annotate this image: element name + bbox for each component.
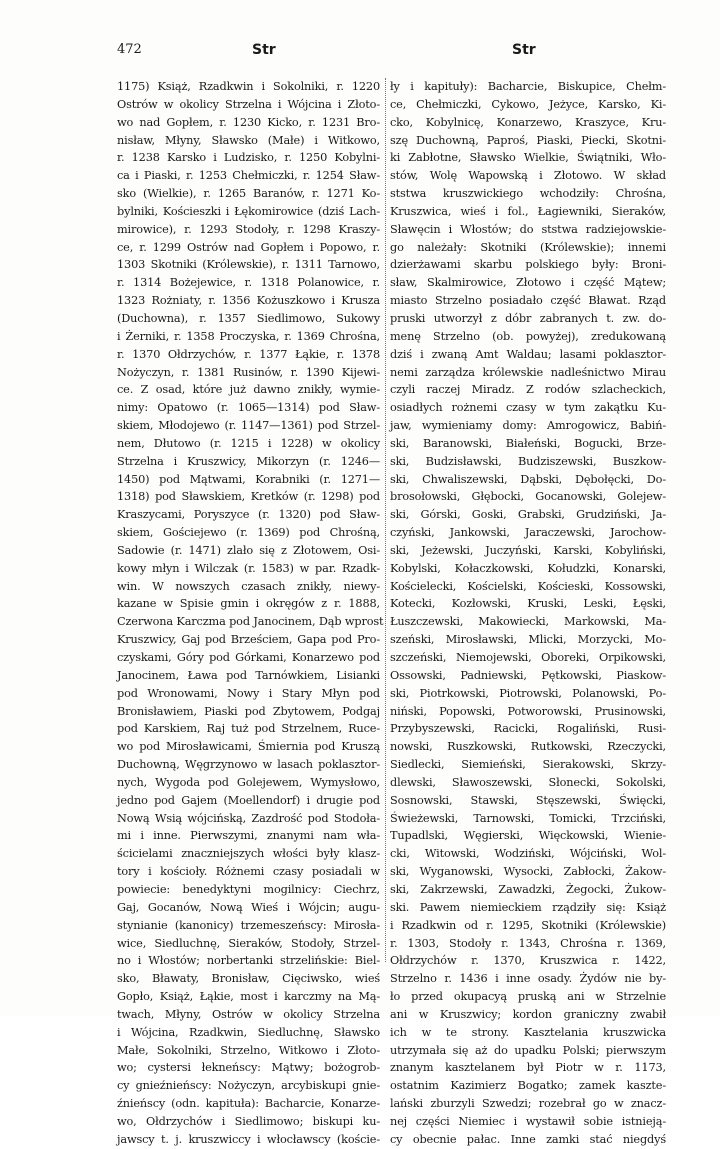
text-line: pruski utworzył z dóbr zabranych t. zw. do- [390, 311, 666, 325]
text-line: Sadowie (r. 1471) zlało się z Złotowem, Osi- [117, 543, 380, 557]
text-line: nem, Dłutowo (r. 1215 i 1228) w okolicy [117, 436, 380, 450]
text-line: Nożyczyn, r. 1381 Rusinów, r. 1390 Kijewi- [117, 365, 380, 379]
text-line: nemi zarządza królewskie nadleśnictwo Mirau [390, 365, 666, 379]
text-line: stynianie (kanonicy) trzemeszeńscy: Mirosła- [117, 918, 380, 932]
text-line: kowy młyn i Wilczak (r. 1583) w par. Rzadk- [117, 561, 380, 575]
text-line: stów, Wolę Wapowską i Złotowo. W skład [390, 169, 666, 183]
text-line: czyński, Jankowski, Jaraczewski, Jarochow- [390, 526, 666, 540]
text-line: utrzymała się aż do upadku Polski; pierwszym [390, 1043, 666, 1057]
text-line: ce, Chełmiczki, Cykowo, Jeżyce, Karsko, Ki- [390, 97, 666, 111]
text-line: i Żerniki, r. 1358 Proczyska, r. 1369 Chrośna, [117, 329, 380, 343]
text-line: ca i Piaski, r. 1253 Chełmiczki, r. 1254 Sław- [117, 169, 380, 183]
text-line: menę Strzelno (ob. powyżej), zredukowaną [390, 329, 666, 343]
text-line: Kotecki, Kozłowski, Kruski, Leski, Łęski, [390, 597, 666, 611]
text-line: i Wójcina, Rzadkwin, Siedluchnę, Sławsko [117, 1025, 380, 1039]
text-line: 1303 Skotniki (Królewskie), r. 1311 Tarnowo, [117, 258, 380, 272]
text-line: ce. Z osad, które już dawno znikły, wymie- [117, 383, 380, 397]
text-line: skiem, Młodojewo (r. 1147—1361) pod Strzel- [117, 419, 380, 433]
text-line: Sosnowski, Stawski, Stęszewski, Święcki, [390, 793, 666, 807]
text-line: osiadłych rożnemi czasy w tym zakątku Ku- [390, 401, 666, 415]
text-line: kazane w Spisie gmin i okręgów z r. 1888, [117, 597, 380, 611]
text-line: Gaj, Gocanów, Nową Wieś i Wójcin; augu- [117, 900, 380, 914]
text-line: czyskami, Góry pod Górkami, Konarzewo pod [117, 651, 380, 664]
text-line: Kruszwica, wieś i fol., Łagiewniki, Sieraków, [390, 204, 666, 218]
page-header [0, 42, 720, 64]
text-line: ich w te strony. Kasztelania kruszwicka [390, 1025, 666, 1039]
text-line: sko, Bławaty, Bronisław, Cięciwsko, wieś [117, 972, 380, 986]
running-head-right: Str [512, 42, 536, 58]
text-line: sław, Skalmirowice, Złotowo i część Mątew; [390, 276, 666, 290]
text-line: 1318) pod Sławskiem, Kretków (r. 1298) pod [117, 490, 380, 504]
text-line: lański zburzyli Szwedzi; rozebrał go w znacz- [390, 1097, 666, 1111]
text-line: cy obecnie pałac. Inne zamki stać niegdyś [390, 1132, 666, 1146]
text-line: wo pod Mirosławicami, Śmiernia pod Kruszą [117, 740, 380, 754]
text-line: go należały: Skotniki (Królewskie); innemi [390, 240, 666, 254]
text-line: pod Wronowami, Nowy i Stary Młyn pod [117, 686, 380, 700]
text-line: 1175) Książ, Rzadkwin i Sokolniki, r. 1220 [117, 80, 380, 93]
text-line: Tupadlski, Węgierski, Więckowski, Wienie- [390, 829, 666, 843]
text-line: Strzelna i Kruszwicy, Mikorzyn (r. 1246— [117, 454, 380, 468]
text-line: dlewski, Sławoszewski, Słonecki, Sokolski, [390, 775, 666, 789]
text-line: Kobylski, Kołaczkowski, Kołudzki, Konarski, [390, 561, 666, 575]
text-line: cy gnieźnieńscy: Nożyczyn, arcybiskupi gnie- [117, 1079, 380, 1093]
text-line: ski, Jeżewski, Juczyński, Karski, Kobyliński, [390, 543, 666, 557]
text-line: Ołdrzychów r. 1370, Kruszwica r. 1422, [390, 954, 666, 968]
text-line: ścicielami znaczniejszych włości były klasz- [117, 847, 380, 861]
left-column [117, 78, 384, 1146]
text-line: jaw, wymieniamy domy: Amrogowicz, Babiń- [390, 419, 666, 433]
text-line: ce, r. 1299 Ostrów nad Gopłem i Popowo, r. [117, 240, 380, 254]
text-line: ski, Zakrzewski, Zawadzki, Żegocki, Żukow- [390, 882, 666, 896]
text-line: skiem, Gościejewo (r. 1369) pod Chrośną, [117, 526, 380, 540]
text-line: Przybyszewski, Racicki, Rogaliński, Rusi- [390, 722, 666, 736]
text-line: mirowice), r. 1293 Stodoły, r. 1298 Kraszy- [117, 222, 380, 236]
text-line: Małe, Sokolniki, Strzelno, Witkowo i Złoto- [117, 1043, 380, 1057]
text-line: ki Zabłotne, Sławsko Wielkie, Świątniki, Wło- [390, 151, 666, 165]
text-line: ski, Chwaliszewski, Dąbski, Dębołęcki, Do- [390, 472, 666, 486]
text-line: Nową Wsią wójcińską, Zazdrość pod Stodoła- [117, 811, 380, 825]
text-line: Kościelecki, Kościelski, Kościeski, Kossowski, [390, 579, 666, 593]
text-line: powiecie: benedyktyni mogilnicy: Ciechrz, [117, 882, 380, 896]
text-line: czyli raczej Miradz. Z rodów szlacheckich, [390, 383, 666, 397]
text-line: Strzelno r. 1436 i inne osady. Żydów nie by- [390, 972, 666, 986]
text-line: ło przed okupacyą pruską ani w Strzelnie [390, 990, 666, 1004]
text-line: i Rzadkwin od r. 1295, Skotniki (Królewskie) [390, 918, 666, 932]
text-line: ststwa kruszwickiego wchodziły: Chrośna, [390, 187, 666, 201]
text-line: nisław, Młyny, Sławsko (Małe) i Witkowo, [117, 133, 380, 147]
text-line: Kruszwicy, Gaj pod Brześciem, Gapa pod Pro- [117, 633, 380, 647]
text-line: nowski, Ruszkowski, Rutkowski, Rzeczycki, [390, 740, 666, 754]
text-line: nych, Wygoda pod Golejewem, Wymysłowo, [117, 775, 380, 789]
text-line: 1450) pod Mątwami, Korabniki (r. 1271— [117, 472, 380, 486]
text-line: ski, Wyganowski, Wysocki, Zabłocki, Żakow- [390, 865, 666, 879]
text-line: (Duchowna), r. 1357 Siedlimowo, Sukowy [117, 311, 380, 325]
text-line: nimy: Opatowo (r. 1065—1314) pod Sław- [117, 401, 380, 415]
text-line: bylniki, Kościeszki i Łękomirowice (dziś Lach- [117, 204, 380, 218]
text-line: źnieńscy (odn. kapituła): Bacharcie, Konarze- [117, 1097, 380, 1111]
text-line: tory i kościoły. Różnemi czasy posiadali w [117, 865, 380, 879]
text-line: cki, Witowski, Wodziński, Wójciński, Wol- [390, 847, 666, 861]
text-line: wo nad Gopłem, r. 1230 Kicko, r. 1231 Bro- [117, 115, 380, 129]
text-line: twach, Młyny, Ostrów w okolicy Strzelna [117, 1007, 380, 1021]
text-line: niński, Popowski, Potworowski, Prusinowski, [390, 704, 666, 718]
text-line: jawscy t. j. kruszwiccy i włocławscy (koście- [117, 1132, 380, 1146]
text-line: Janocinem, Ława pod Tarnówkiem, Lisianki [117, 668, 380, 682]
text-line: r. 1303, Stodoły r. 1343, Chrośna r. 1369, [390, 936, 666, 950]
text-line: ski, Piotrkowski, Piotrowski, Polanowski, Po- [390, 686, 666, 700]
text-line: wice, Siedluchnę, Sieraków, Stodoły, Strzel- [117, 936, 380, 950]
running-head-left: Str [252, 42, 276, 58]
text-line: miasto Strzelno posiadało część Bławat. Rząd [390, 294, 666, 308]
text-line: Gopło, Książ, Łąkie, most i karczmy na Mą- [117, 990, 380, 1004]
column-divider [385, 78, 386, 962]
text-line: cko, Kobylnicę, Konarzewo, Kraszyce, Kru- [390, 115, 666, 129]
text-line: Duchowną, Węgrzynowo w lasach poklasztor- [117, 758, 380, 772]
text-line: Kraszycami, Poryszyce (r. 1320) pod Sław- [117, 508, 380, 522]
text-line: Bronisławiem, Piaski pod Zbytowem, Podgaj [117, 704, 380, 718]
text-line: no i Włostów; norbertanki strzelińskie: Biel- [117, 954, 380, 968]
text-line: r. 1314 Bożejewice, r. 1318 Polanowice, r. [117, 276, 380, 290]
text-line: Ostrów w okolicy Strzelna i Wójcina i Złoto- [117, 97, 380, 111]
text-line: ani w Kruszwicy; kordon graniczny zwabił [390, 1007, 666, 1021]
text-line: r. 1370 Ołdrzychów, r. 1377 Łąkie, r. 1378 [117, 347, 380, 361]
text-line: wo; cystersi łekneńscy: Mątwy; bożogrob- [117, 1061, 380, 1075]
text-line: brosołowski, Głębocki, Gocanowski, Golejew- [390, 490, 666, 504]
text-line: pod Karskiem, Raj tuż pod Strzelnem, Ruce- [117, 722, 380, 736]
text-line: Świeżewski, Tarnowski, Tomicki, Trzciński, [390, 811, 666, 825]
text-line: dziś i zwaną Amt Waldau; lasami poklasztor- [390, 347, 666, 361]
text-line: szę Duchowną, Paproś, Piaski, Piecki, Skotni- [390, 133, 666, 147]
text-line: ostatnim Kazimierz Bogatko; zamek kaszte- [390, 1079, 666, 1093]
text-line: nej części Niemiec i wystawił sobie istnieją- [390, 1114, 666, 1128]
text-line: Czerwona Karczma pod Janocinem, Dąb wprost [117, 615, 384, 629]
text-line: Siedlecki, Siemieński, Sierakowski, Skrzy- [390, 758, 666, 772]
text-line: szeński, Mirosławski, Mlicki, Morzycki, Mo- [390, 633, 666, 647]
text-line: ski. Pawem niemieckiem rządziły się: Książ [390, 900, 666, 914]
text-line: Łuszczewski, Makowiecki, Markowski, Ma- [390, 615, 666, 629]
text-line: szczeński, Niemojewski, Oboreki, Orpikowski, [390, 651, 666, 664]
text-line: znanym kasztelanem był Piotr w r. 1173, [390, 1061, 666, 1075]
text-line: ski, Baranowski, Białeński, Bogucki, Brze- [390, 436, 666, 450]
text-line: r. 1238 Karsko i Ludzisko, r. 1250 Kobylni- [117, 151, 380, 165]
text-line: jedno pod Gajem (Moellendorf) i drugie pod [117, 793, 380, 807]
text-line: dzierżawami skarbu polskiego były: Broni- [390, 258, 666, 272]
right-column [390, 78, 666, 1146]
page-number: 472 [117, 42, 142, 57]
text-line: mi i inne. Pierwszymi, znanymi nam wła- [117, 829, 380, 843]
text-line: win. W nowszych czasach znikły, niewy- [117, 579, 380, 593]
text-line: ski, Budzisławski, Budziszewski, Buszkow- [390, 454, 666, 468]
text-line: sko (Wielkie), r. 1265 Baranów, r. 1271 Ko- [117, 187, 380, 201]
text-line: ski, Górski, Goski, Grabski, Grudziński, Ja- [390, 508, 666, 522]
text-line: Sławęcin i Włostów; do ststwa radziejowskie- [390, 222, 666, 236]
text-line: ły i kapituły): Bacharcie, Biskupice, Chełm- [390, 80, 666, 93]
text-line: Ossowski, Padniewski, Pętkowski, Piaskow- [390, 668, 666, 682]
text-line: wo, Ołdrzychów i Siedlimowo; biskupi ku- [117, 1114, 380, 1128]
text-line: 1323 Rożniaty, r. 1356 Kożuszkowo i Krusza [117, 294, 380, 308]
